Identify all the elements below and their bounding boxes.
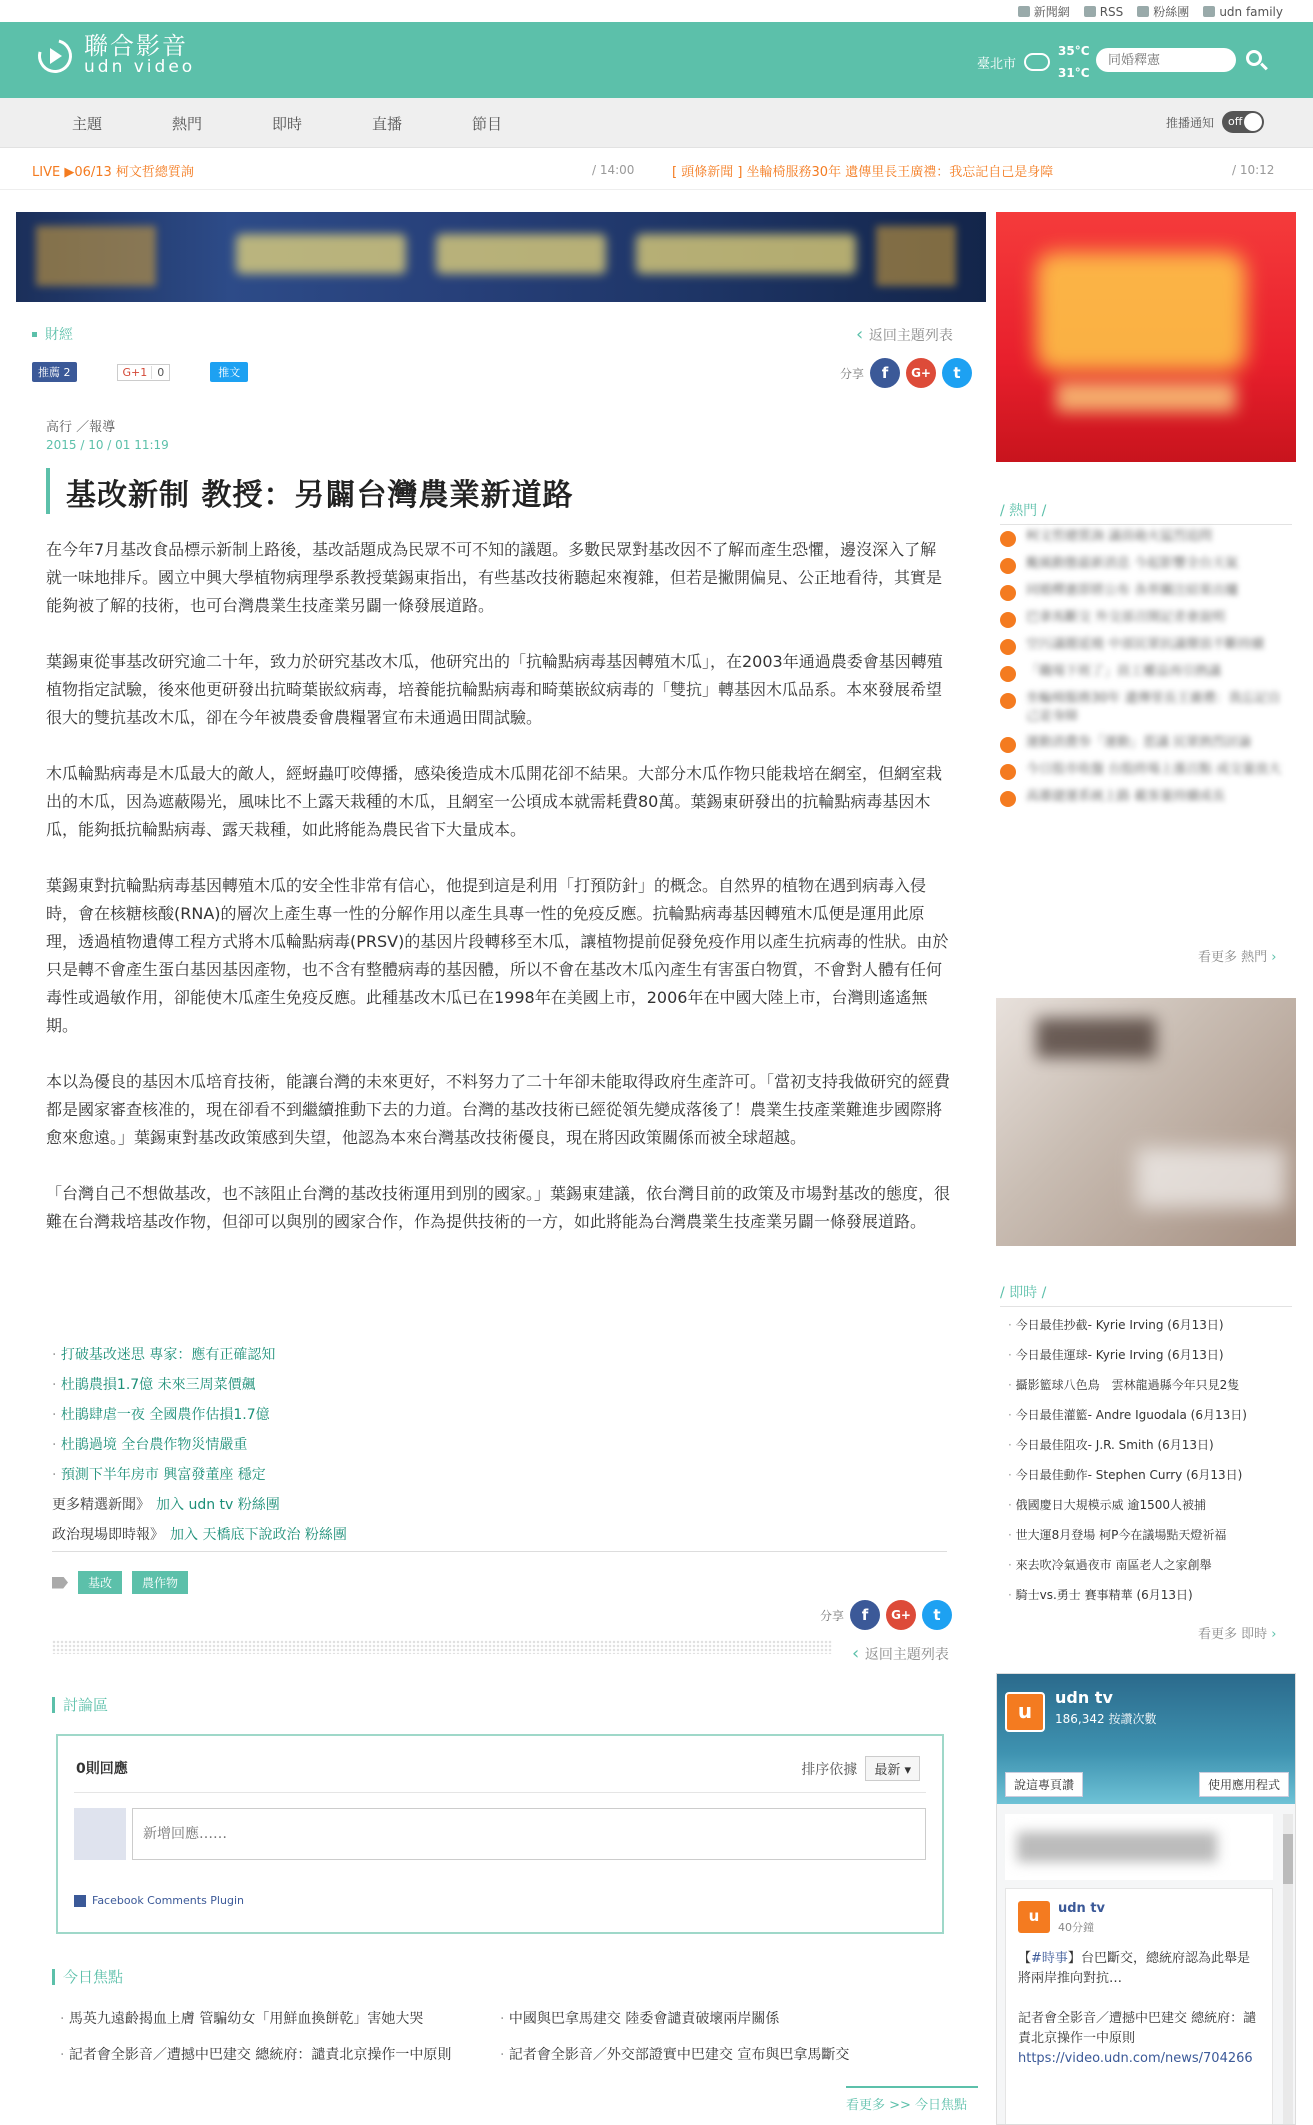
related-link[interactable]: · 打破基改迷思 專家：應有正確認知 — [52, 1340, 347, 1370]
hot-heading: / 熱門 / — [1000, 500, 1292, 525]
comment-input[interactable] — [132, 1808, 926, 1860]
related-link[interactable]: · 杜鵑肆虐一夜 全國農作估損1.7億 — [52, 1400, 347, 1430]
politics-promo: 政治現場即時報》 加入 天橋底下說政治 粉絲團 — [52, 1527, 347, 1543]
comment-count: 0則回應 — [76, 1761, 128, 1777]
hot-item[interactable]: 高雄捷運系統上路 載客量持續成長 — [1000, 788, 1292, 807]
news-link[interactable]: 新聞網 — [1018, 3, 1070, 20]
fb-post-author[interactable]: udn tv — [1058, 1901, 1106, 1916]
tag-list — [52, 1571, 188, 1594]
comments-box — [56, 1734, 944, 1934]
nav-item-live-news[interactable]: 即時 — [272, 115, 303, 133]
fb-post-time: 40分鐘 — [1058, 1921, 1094, 1934]
logo-title: 聯合影音 — [84, 32, 188, 60]
article-paragraph: 葉錫東對抗輪點病毒基因轉殖木瓜的安全性非常有信心，他提到這是利用「打預防針」的概念。自然界的植物在遇到病毒入侵時，會在核糖核酸(RNA)的層次上產生專一性的分解作用以產生具專一性的免疫反應。抗輪點病毒基因轉殖木瓜便是運用此原理，透過植物遺傳工程方式將木瓜輪點病毒(PRSV)的基因片段轉移至木瓜，讓植物提前促發免疫作用以產生抗病毒的性狀。由於只是轉不會產生蛋白基因基因產物，也不含有整體病毒的基因體，所以不會在基改木瓜內產生有害蛋白物質，不會對人體有任何毒性或過敏作用，卻能使木瓜產生免疫反應。此種基改木瓜已在1998年在美國上市，2006年在中國大陸上市，台灣則遙遙無期。 — [46, 876, 949, 1035]
udntv-logo-icon: u — [1018, 1901, 1050, 1933]
live-item[interactable]: · 來去吹冷氣過夜市 南區老人之家創舉 — [1008, 1556, 1298, 1586]
facebook-share-icon[interactable]: f — [870, 358, 900, 388]
weather-widget — [977, 40, 1090, 84]
facebook-icon — [1137, 6, 1149, 17]
headline-link[interactable]: [ 頭條新聞 ] 坐輪椅服務30年 遺傳里長王廣禮：我忘記自己是身障 — [672, 165, 1054, 180]
temp-low: 31°C — [1058, 66, 1090, 80]
temp-high: 35°C — [1058, 44, 1090, 58]
rss-link[interactable]: RSS — [1084, 3, 1124, 20]
hot-item[interactable]: 颱風動態最新消息 今起影響全台天氣 — [1000, 555, 1292, 574]
live-link[interactable]: LIVE ▶06/13 柯文哲總質詢 — [32, 165, 194, 180]
fb-post-url[interactable]: https://video.udn.com/news/704266 — [1018, 2051, 1253, 2066]
push-toggle[interactable]: off — [1222, 111, 1264, 133]
utility-links — [1018, 3, 1283, 20]
facebook-icon — [74, 1895, 86, 1907]
focus-list — [60, 2008, 960, 2080]
live-item[interactable]: · 今日最佳灌籃- Andre Iguodala (6月13日) — [1008, 1406, 1298, 1436]
tag-gmo[interactable]: 基改 — [78, 1571, 122, 1594]
related-link[interactable]: · 杜鵑過境 全台農作物災情嚴重 — [52, 1430, 347, 1460]
related-links — [52, 1340, 347, 1550]
focus-link[interactable]: · 中國與巴拿馬建交 陸委會譴責破壞兩岸關係 — [500, 2008, 940, 2028]
gplus-share-icon[interactable]: G+ — [906, 358, 936, 388]
push-notification — [1166, 111, 1264, 133]
focus-link[interactable]: · 馬英九遠齡揭血上膚 管騙幼女「用鮮血換餅乾」害她大哭 — [60, 2008, 500, 2028]
comment-sort: 排序依據 最新 ▾ — [801, 1756, 920, 1781]
live-item[interactable]: · 今日最佳阻攻- J.R. Smith (6月13日) — [1008, 1436, 1298, 1466]
sidebar-ad-2[interactable] — [996, 998, 1296, 1246]
live-item[interactable]: · 攝影籃球八色鳥 雲林龍過縣今年只見2隻 — [1008, 1376, 1298, 1406]
article-paragraph: 在今年7月基改食品標示新制上路後，基改話題成為民眾不可不知的議題。多數民眾對基改因不了解而產生恐懼，邊沒深入了解就一味地排斥。國立中興大學植物病理學系教授葉錫東指出，有些基改技術聽起來複雜，但若是撇開偏見、公正地看待，其實是能夠被了解的技術，也可台灣農業生技產業另闢一條發展道路。 — [46, 540, 943, 615]
weather-city: 臺北市 — [977, 56, 1017, 72]
fb-post-blurred — [1005, 1814, 1273, 1880]
article-author: 高行 ／報導 — [46, 420, 116, 435]
dotted-divider — [52, 1640, 832, 1654]
related-link[interactable]: · 杜鵑農損1.7億 未來三周菜價飆 — [52, 1370, 347, 1400]
gplus-share-icon[interactable]: G+ — [886, 1600, 916, 1630]
hot-more-link[interactable]: 看更多 熱門 › — [1198, 946, 1276, 965]
hot-item[interactable]: 巴拿馬斷交 外交部召開記者會說明 — [1000, 609, 1292, 628]
logo-play-icon — [36, 35, 76, 75]
sidebar-ad[interactable] — [996, 212, 1296, 462]
article-paragraph: 木瓜輪點病毒是木瓜最大的敵人，經蚜蟲叮咬傳播，感染後造成木瓜開花卻不結果。大部分木瓜作物只能栽培在網室，但網室栽出的木瓜，因為遮蔽陽光，風味比不上露天栽種的木瓜，且網室一公頃成本就需耗費80萬。葉錫東研發出的抗輪點病毒基因木瓜，能夠抵抗輪點病毒、露天栽種，如此將能為農民省下大量成本。 — [46, 764, 943, 839]
twitter-share-icon[interactable]: t — [942, 358, 972, 388]
fanpage-link[interactable]: 粉絲團 — [1137, 3, 1189, 20]
fb-post — [1005, 1888, 1273, 2125]
news-icon — [1018, 6, 1030, 17]
ticker-time: / 14:00 — [592, 163, 635, 177]
nav-item-livestream[interactable]: 直播 — [372, 115, 403, 133]
back-to-list-link[interactable]: ‹ 返回主題列表 — [852, 1643, 949, 1664]
article-title: 基改新制 教授：另闢台灣農業新道路 — [66, 478, 574, 513]
nav-item-hot[interactable]: 熱門 — [172, 115, 203, 133]
fb-like-count: 186,342 按讚次數 — [1055, 1712, 1157, 1726]
focus-link[interactable]: · 記者會全影音／遭撼中巴建交 總統府：譴責北京操作一中原則 — [60, 2044, 500, 2064]
join-politics-fanpage-link[interactable]: 加入 天橋底下說政治 粉絲團 — [170, 1527, 347, 1543]
fb-post-hashtag[interactable]: #時事 — [1031, 1951, 1068, 1966]
tag-icon — [52, 1577, 68, 1589]
nav-item-programs[interactable]: 節目 — [472, 115, 503, 133]
facebook-share-icon[interactable]: f — [850, 1600, 880, 1630]
fb-post-body: 【#時事】台巴斷交，總統府認為此舉是將兩岸推向對抗… 記者會全影音／遭撼中巴建交 總統府：譴責北京操作一中原則 https://video.udn.com/news/704266 — [1018, 1951, 1257, 2066]
tweet-button[interactable]: 推文 — [210, 362, 248, 382]
article-body — [46, 536, 952, 1264]
hot-item[interactable]: 坐輪椅服務30年 遺傳里長王廣禮：我忘記自己是身障 — [1000, 690, 1292, 726]
focus-link[interactable]: · 記者會全影音／外交部證實中巴建交 宣布與巴拿馬斷交 — [500, 2044, 940, 2064]
ticker-time: / 10:12 — [1232, 163, 1275, 177]
live-list — [1008, 1316, 1298, 1616]
share-label: 分享 — [820, 1608, 845, 1623]
focus-more-link[interactable]: 看更多 >> 今日焦點 — [846, 2086, 978, 2113]
fb-page-name[interactable]: udn tv — [1055, 1688, 1113, 1707]
sort-dropdown[interactable]: 最新 ▾ — [865, 1756, 920, 1781]
search-input[interactable] — [1096, 48, 1236, 72]
divider — [52, 1551, 947, 1552]
search-icon[interactable] — [1246, 50, 1268, 72]
cloud-icon — [1024, 53, 1050, 71]
share-bar-bottom — [820, 1600, 952, 1630]
top-utility-bar — [0, 0, 1313, 22]
article-date: 2015 / 10 / 01 11:19 — [46, 438, 169, 452]
udn-family-link[interactable]: udn family — [1203, 3, 1283, 20]
more-news-promo: 更多精選新聞》 加入 udn tv 粉絲團 — [52, 1497, 280, 1513]
family-icon — [1203, 6, 1215, 17]
fb-like-page-button[interactable]: 說這專頁讚 — [1005, 1772, 1083, 1797]
rss-icon — [1084, 6, 1096, 17]
nav-item-topics[interactable]: 主題 — [72, 115, 103, 133]
article-paragraph: 「台灣自己不想做基改，也不該阻止台灣的基改技術運用到別的國家。」葉錫東建議，依台灣目前的政策及市場對基改的態度，很難在台灣栽培基改作物，但卻可以與別的國家合作，作為提供技術的一方，如此將能為台灣農業生技產業另闢一條發展道路。 — [46, 1184, 951, 1231]
facebook-page-widget — [996, 1673, 1296, 2125]
push-label: 推播通知 — [1166, 115, 1215, 130]
hot-item[interactable]: 同婚釋憲即將公布 各界關注結果出爐 — [1000, 582, 1292, 601]
hot-item[interactable]: 運動消費券「運動」惹議 民眾熱烈討論 — [1000, 734, 1292, 753]
live-item[interactable]: · 今日最佳動作- Stephen Curry (6月13日) — [1008, 1466, 1298, 1496]
category-label[interactable]: 財經 — [45, 327, 73, 343]
related-link[interactable]: · 預測下半年房市 興富發董座 穩定 — [52, 1460, 347, 1490]
facebook-comments-plugin-link[interactable]: Facebook Comments Plugin — [74, 1894, 244, 1907]
breadcrumb[interactable] — [32, 324, 73, 344]
share-label: 分享 — [840, 366, 865, 381]
news-ticker — [0, 150, 1313, 190]
article-paragraph: 葉錫東從事基改研究逾二十年，致力於研究基改木瓜，他研究出的「抗輪點病毒基因轉殖木瓜」，在2003年通過農委會基因轉殖植物指定試驗，後來他更研發出抗畸葉嵌紋病毒，培養能抗輪點病毒和畸葉嵌紋病毒的「雙抗」轉基因木瓜品系。本來發展希望很大的雙抗基改木瓜，卻在今年被農委會農糧署宣布未通過田間試驗。 — [46, 652, 943, 727]
hot-item[interactable]: 「職場下班了」員工權益再引熱議 — [1000, 663, 1292, 682]
twitter-share-icon[interactable]: t — [922, 1600, 952, 1630]
join-udntv-fanpage-link[interactable]: 加入 udn tv 粉絲團 — [156, 1497, 280, 1513]
avatar — [74, 1808, 126, 1860]
live-item[interactable]: · 今日最佳運球- Kyrie Irving (6月13日) — [1008, 1346, 1298, 1376]
share-bar-top — [840, 358, 972, 388]
hot-item[interactable]: 柯文哲總質詢 議員砲火猛烈追問 — [1000, 528, 1292, 547]
udntv-logo-icon[interactable]: u — [1005, 1692, 1045, 1732]
title-accent — [46, 468, 50, 514]
live-item[interactable]: · 騎士vs.勇士 賽事精華 (6月13日) — [1008, 1586, 1298, 1616]
logo-subtitle: udn video — [84, 57, 196, 77]
fb-use-app-button[interactable]: 使用應用程式 — [1199, 1772, 1289, 1797]
site-logo[interactable] — [36, 34, 195, 76]
social-buttons — [32, 362, 248, 382]
tag-crops[interactable]: 農作物 — [132, 1571, 188, 1594]
gplus-button[interactable]: G+1 0 — [117, 364, 171, 381]
hot-item[interactable]: 今日股市收盤 台股終場上漲百點 成交量放大 — [1000, 761, 1292, 780]
live-item[interactable]: · 今日最佳抄截- Kyrie Irving (6月13日) — [1008, 1316, 1298, 1346]
live-item[interactable]: · 世大運8月登場 柯P今在議場點天燈祈福 — [1008, 1526, 1298, 1556]
banner-ad[interactable] — [16, 212, 986, 302]
live-more-link[interactable]: 看更多 即時 › — [1198, 1623, 1276, 1642]
fb-widget-scrollbar[interactable] — [1283, 1814, 1293, 2124]
live-heading: / 即時 / — [1000, 1282, 1292, 1307]
live-item[interactable]: · 俄國慶日大規模示威 逾1500人被捕 — [1008, 1496, 1298, 1526]
hot-list — [1000, 528, 1292, 815]
article-paragraph: 本以為優良的基因木瓜培育技術，能讓台灣的未來更好，不料努力了二十年卻未能取得政府生產許可。「當初支持我做研究的經費都是國家審查核准的，現在卻看不到繼續推動下去的力道。台灣的基改技術已經從領先變成落後了！農業生技產業難進步國際將愈來愈遠。」葉錫東對基改政策感到失望，他認為本來台灣基改技術優良，現在將因政策關係而被全球超越。 — [46, 1072, 951, 1147]
hot-item[interactable]: 空污議題延燒 中部民眾抗議聲浪不斷持續 — [1000, 636, 1292, 655]
facebook-like-button[interactable]: 推薦 2 — [32, 362, 77, 382]
back-to-list-link[interactable]: ‹ 返回主題列表 — [856, 324, 953, 345]
focus-heading: 今日焦點 — [52, 1966, 123, 1987]
comments-heading: 討論區 — [52, 1694, 108, 1715]
site-header — [0, 22, 1313, 98]
main-nav — [0, 98, 1313, 148]
